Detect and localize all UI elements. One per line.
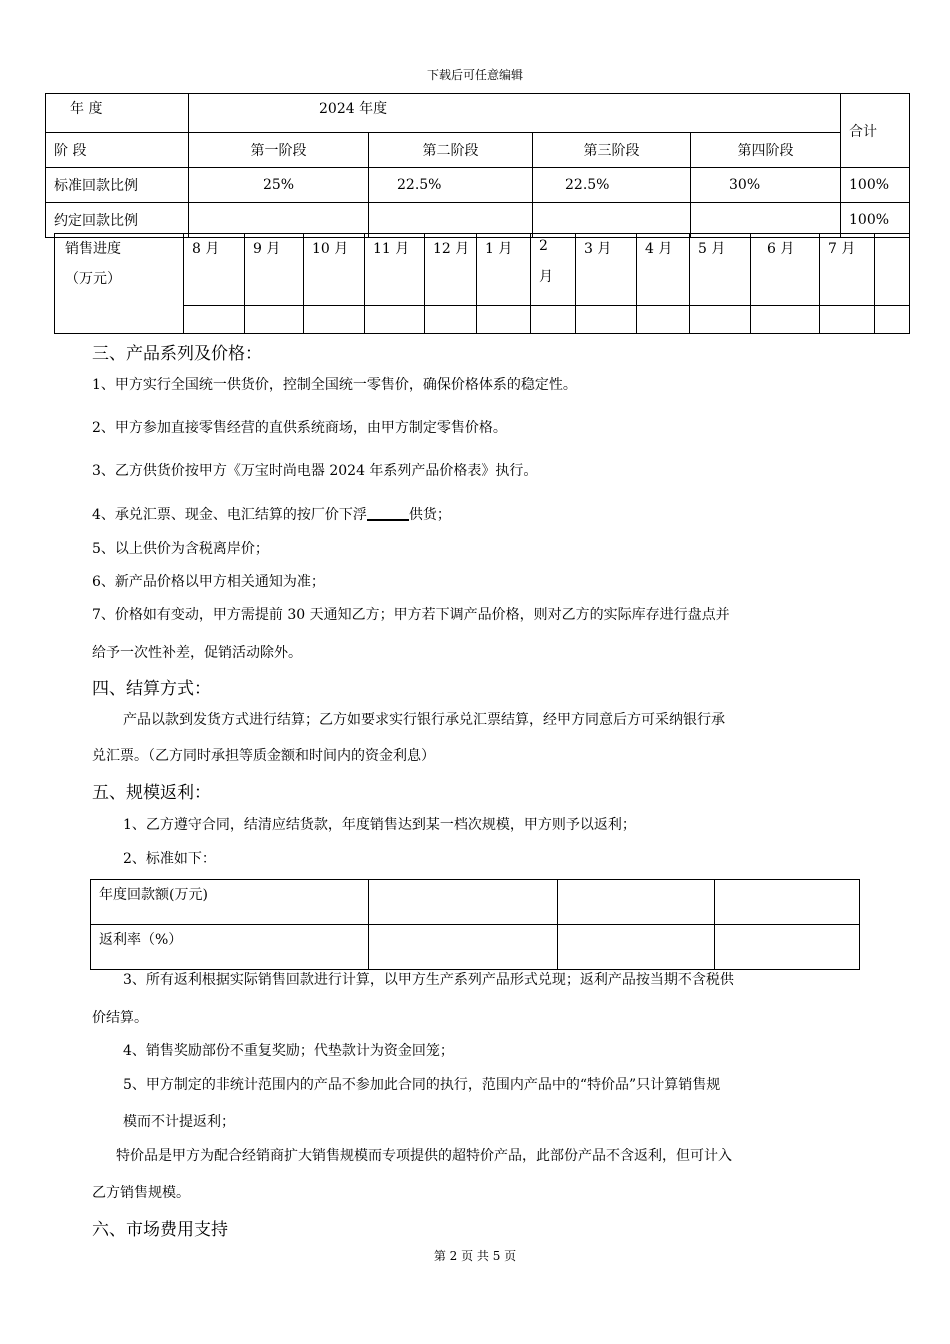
section6-title: 六、市场费用支持	[92, 1220, 228, 1240]
sales-value-cell	[184, 306, 245, 334]
standard-label: 标准回款比例	[46, 168, 189, 203]
page-footer: 第 2 页 共 5 页	[433, 1249, 517, 1263]
section5-item1: 1、乙方遵守合同，结清应结货款，年度销售达到某一档次规模，甲方则予以返利；	[123, 817, 636, 833]
section5-item4: 4、销售奖励部份不重复奖励；代垫款计为资金回笼；	[123, 1043, 454, 1059]
month-feb-number: 2	[539, 238, 548, 254]
month-feb-unit: 月	[539, 269, 553, 285]
sales-progress-table	[54, 233, 910, 334]
standard-value-4: 30%	[691, 168, 841, 203]
section5-item5-cont: 模而不计提返利；	[123, 1114, 235, 1130]
agreed-label: 约定回款比例	[46, 203, 189, 238]
rebate-cell	[715, 880, 860, 925]
standard-value-1: 25%	[189, 168, 369, 203]
sales-value-cell	[365, 306, 425, 334]
month-cell: 8 月	[184, 234, 245, 306]
sales-label-line1: 销售进度	[65, 241, 121, 257]
sales-value-cell	[304, 306, 365, 334]
month-cell-feb	[531, 234, 576, 306]
month-cell: 5 月	[690, 234, 751, 306]
section4-title: 四、结算方式：	[92, 679, 211, 699]
section3-item4-text: 4、承兑汇票、现金、电汇结算的按厂价下浮	[92, 507, 367, 523]
section5-title: 五、规模返利：	[92, 783, 211, 803]
section4-line1: 产品以款到发货方式进行结算；乙方如要求实行银行承兑汇票结算，经甲方同意后方可采纳银行承	[123, 712, 725, 728]
month-cell-empty	[875, 234, 910, 306]
section3-item5: 5、以上供价为含税离岸价；	[92, 541, 269, 557]
rebate-cell	[369, 925, 558, 970]
sales-value-cell	[751, 306, 820, 334]
section3-item1: 1、甲方实行全国统一供货价，控制全国统一零售价，确保价格体系的稳定性。	[92, 377, 577, 393]
rebate-table	[90, 879, 860, 970]
stage-4: 第四阶段	[691, 133, 841, 168]
section5-item2: 2、标准如下：	[123, 851, 216, 867]
agreed-total: 100%	[841, 203, 910, 238]
stage-1: 第一阶段	[189, 133, 369, 168]
stage-label: 阶 段	[46, 133, 189, 168]
standard-value-3: 22.5%	[533, 168, 691, 203]
sales-value-cell	[690, 306, 751, 334]
section5-item5: 5、甲方制定的非统计范围内的产品不参加此合同的执行，范围内产品中的“特价品”只计算销售规	[123, 1077, 721, 1093]
month-cell: 11 月	[365, 234, 425, 306]
rebate-cell	[558, 925, 715, 970]
stage-3: 第三阶段	[533, 133, 691, 168]
section3-item4-tail: 供货；	[408, 507, 451, 523]
month-cell: 9 月	[245, 234, 304, 306]
blank-underline	[367, 519, 409, 521]
section5-item3-cont: 价结算。	[92, 1010, 148, 1026]
sales-label	[55, 234, 184, 334]
sales-value-cell	[245, 306, 304, 334]
year-label: 年 度	[46, 94, 189, 133]
standard-value-2: 22.5%	[369, 168, 533, 203]
section5-special-price: 特价品是甲方为配合经销商扩大销售规模而专项提供的超特价产品，此部份产品不含返利，但可计入	[116, 1148, 732, 1164]
section3-item7: 7、价格如有变动，甲方需提前 30 天通知乙方；甲方若下调产品价格，则对乙方的实际库存进行盘点并	[92, 607, 730, 623]
section5-special-price-cont: 乙方销售规模。	[92, 1185, 190, 1201]
sales-value-cell	[425, 306, 477, 334]
standard-total: 100%	[841, 168, 910, 203]
sales-label-line2: （万元）	[65, 271, 121, 287]
sales-value-cell	[576, 306, 637, 334]
section3-item3: 3、乙方供货价按甲方《万宝时尚电器 2024 年系列产品价格表》执行。	[92, 463, 538, 479]
month-cell: 10 月	[304, 234, 365, 306]
month-cell: 3 月	[576, 234, 637, 306]
rebate-cell	[715, 925, 860, 970]
month-cell: 7 月	[820, 234, 875, 306]
section3-item4	[92, 504, 451, 524]
section4-line2: 兑汇票。（乙方同时承担等质金额和时间内的资金利息）	[92, 748, 435, 764]
month-cell: 6 月	[751, 234, 820, 306]
sales-value-cell	[875, 306, 910, 334]
month-cell: 4 月	[637, 234, 690, 306]
section3-item7-cont: 给予一次性补差，促销活动除外。	[92, 645, 302, 661]
payment-ratio-table	[45, 93, 910, 238]
sales-value-cell	[477, 306, 531, 334]
section3-title: 三、产品系列及价格：	[92, 344, 262, 364]
month-cell: 12 月	[425, 234, 477, 306]
total-label: 合计	[841, 94, 910, 168]
section3-item6: 6、新产品价格以甲方相关通知为准；	[92, 574, 325, 590]
section5-item3: 3、所有返利根据实际销售回款进行计算，以甲方生产系列产品形式兑现；返利产品按当期不含税供	[123, 972, 734, 988]
header-note: 下载后可任意编辑	[426, 68, 523, 82]
sales-value-cell	[531, 306, 576, 334]
stage-2: 第二阶段	[369, 133, 533, 168]
month-cell: 1 月	[477, 234, 531, 306]
sales-value-cell	[637, 306, 690, 334]
rebate-cell	[558, 880, 715, 925]
section3-item2: 2、甲方参加直接零售经营的直供系统商场，由甲方制定零售价格。	[92, 420, 507, 436]
sales-value-cell	[820, 306, 875, 334]
rebate-row-label: 返利率（%）	[91, 925, 369, 970]
rebate-row-label: 年度回款额(万元)	[91, 880, 369, 925]
rebate-cell	[369, 880, 558, 925]
year-value: 2024 年度	[189, 94, 841, 133]
